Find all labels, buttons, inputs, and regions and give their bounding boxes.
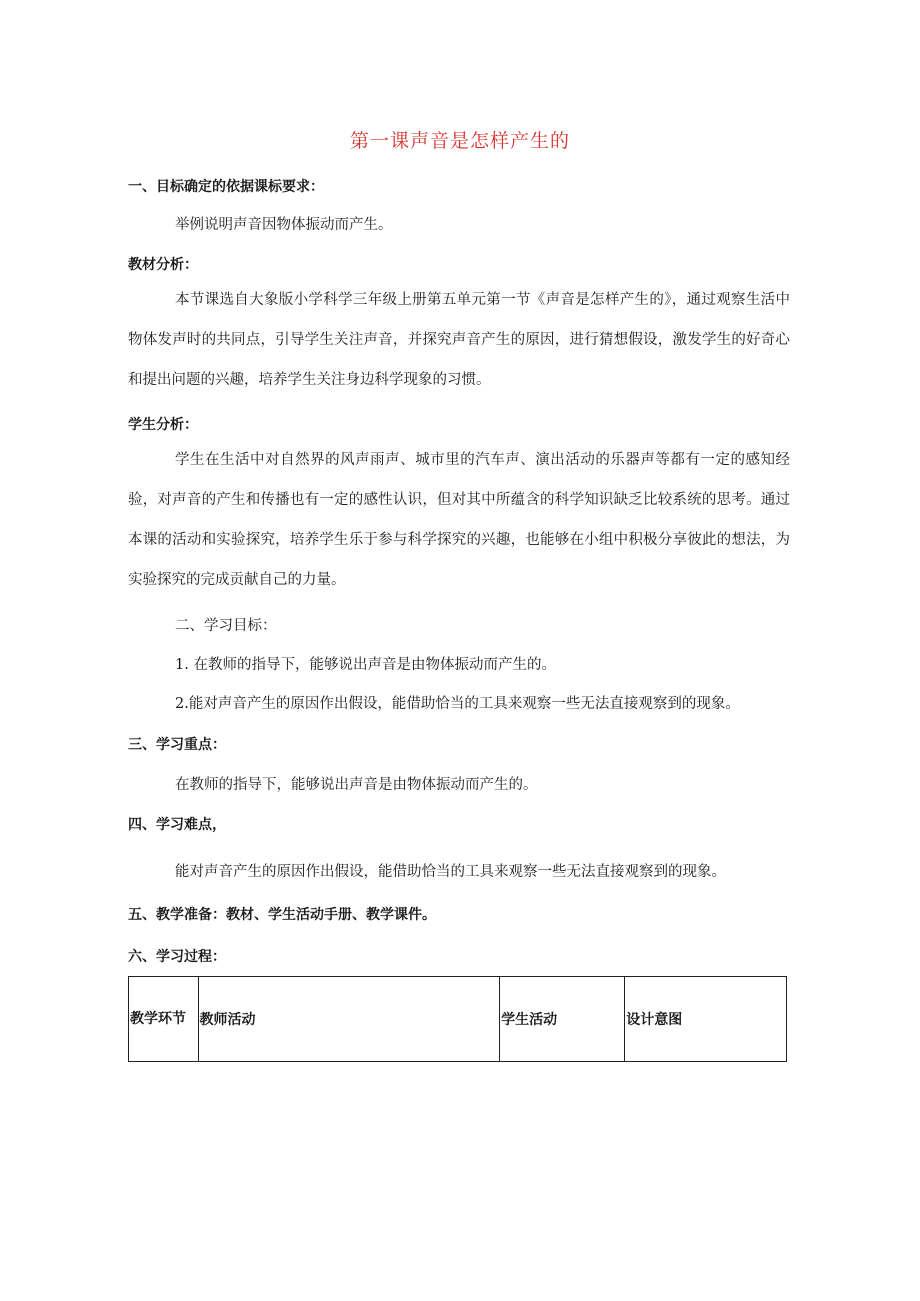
- table-header-cell-stage: 教学环节: [129, 977, 199, 1062]
- section-keypoints-heading: 三、学习重点：: [128, 737, 226, 753]
- section-curriculum-heading: 一、目标确定的依据课标要求：: [128, 179, 324, 195]
- section-preparation: 五、教学准备：教材、学生活动手册、教学课件。: [128, 907, 436, 923]
- section-keypoints-text: 在教师的指导下，能够说出声音是由物体振动而产生的。: [175, 777, 538, 793]
- goal-item-1: 1. 在教师的指导下，能够说出声音是由物体振动而产生的。: [175, 657, 556, 673]
- table-header-row: [129, 977, 787, 1062]
- section-difficulties-text: 能对声音产生的原因作出假设，能借助恰当的工具来观察一些无法直接观察到的现象。: [175, 864, 726, 880]
- table-header-cell-student: 学生活动: [500, 977, 625, 1062]
- section-process-heading: 六、学习过程：: [128, 949, 226, 965]
- goal-item-2: 2.能对声音产生的原因作出假设，能借助恰当的工具来观察一些无法直接观察到的现象。: [175, 696, 740, 712]
- section-difficulties-heading: 四、学习难点，: [128, 817, 226, 833]
- process-table: [128, 976, 787, 1062]
- section-goals-heading: 二、学习目标：: [175, 618, 277, 634]
- page-title: 第一课声音是怎样产生的: [349, 130, 570, 152]
- section-curriculum-text: 举例说明声音因物体振动而产生。: [175, 217, 393, 233]
- table-header-cell-intent: 设计意图: [625, 977, 787, 1062]
- section-student-heading: 学生分析：: [128, 417, 198, 433]
- section-textbook-heading: 教材分析：: [128, 257, 198, 273]
- section-student-text: 学生在生活中对自然界的风声雨声、城市里的汽车声、演出活动的乐器声等都有一定的感知经验，对声音的产生和传播也有一定的感性认识，但对其中所蕴含的科学知识缺乏比较系统的思考。通过本课的活动和实验探究，培养学生乐于参与科学探究的兴趣，也能够在小组中积极分享彼此的想法，为实验探究的完成贡献自己的力量。: [128, 452, 790, 588]
- table-header-cell-teacher: 教师活动: [198, 977, 500, 1062]
- section-textbook-text: 本节课选自大象版小学科学三年级上册第五单元第一节《声音是怎样产生的》，通过观察生活中物体发声时的共同点，引导学生关注声音，并探究声音产生的原因，进行猜想假设，激发学生的好奇心和提出问题的兴趣，培养学生关注身边科学现象的习惯。: [128, 292, 790, 388]
